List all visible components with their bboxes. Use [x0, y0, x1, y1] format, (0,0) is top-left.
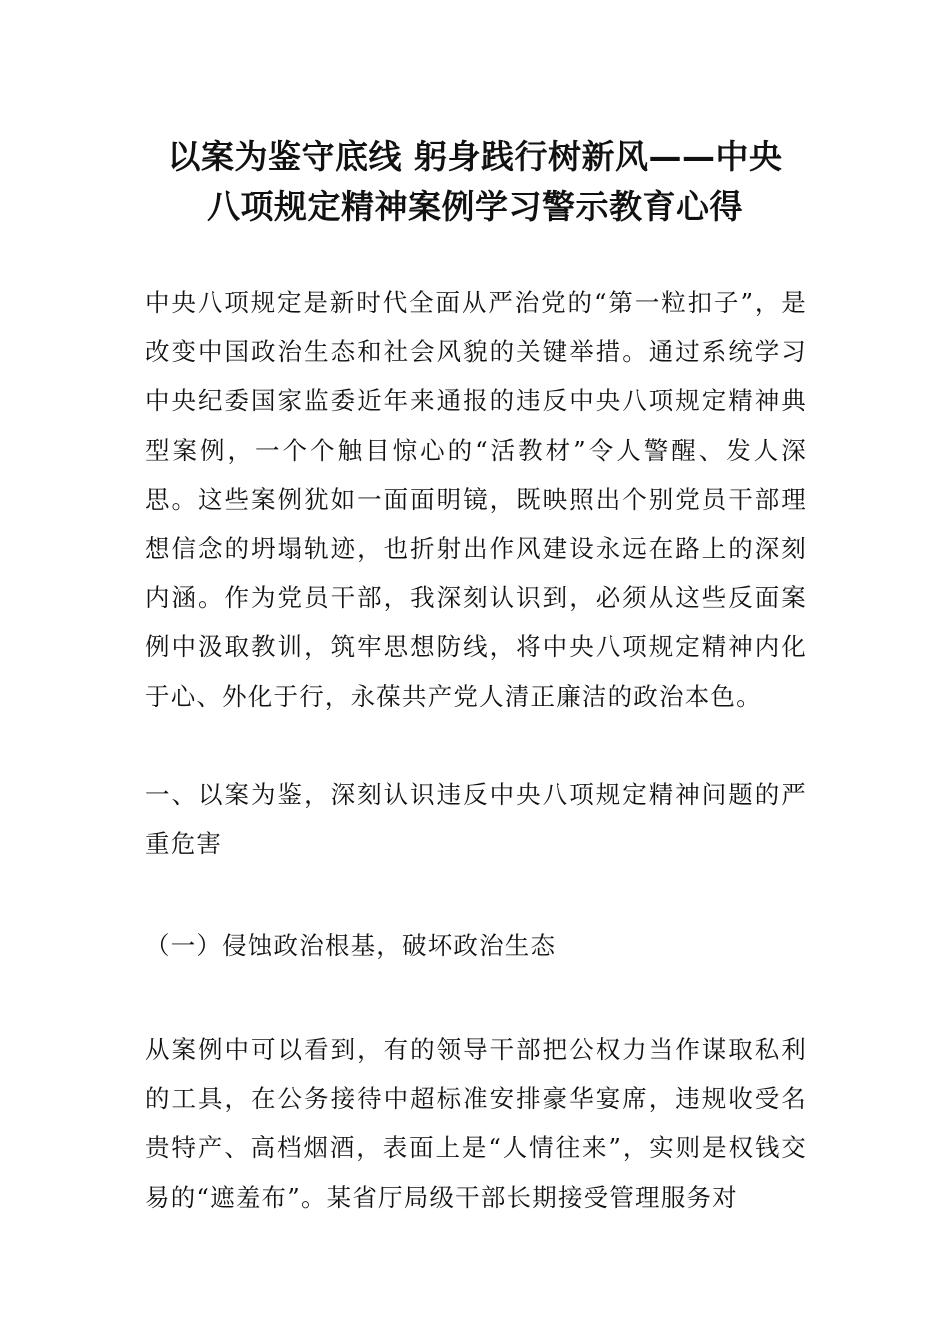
section-heading-1: 一、以案为鉴，深刻认识违反中央八项规定精神问题的严重危害	[145, 780, 807, 859]
case-paragraph: 从案例中可以看到，有的领导干部把公权力当作谋取私利的工具，在公务接待中超标准安排豪华宴席，违规收受名贵特产、高档烟酒，表面上是“人情往来”，实则是权钱交易的“遮羞布”。某省厅局级干部长期接受管理服务对	[145, 1035, 807, 1212]
intro-paragraph: 中央八项规定是新时代全面从严治党的“第一粒扣子”，是改变中国政治生态和社会风貌的关键举措。通过系统学习中央纪委国家监委近年来通报的违反中央八项规定精神典型案例，一个个触目惊心的“活教材”令人警醒、发人深思。这些案例犹如一面面明镜，既映照出个别党员干部理想信念的坍塌轨迹，也折射出作风建设永远在路上的深刻内涵。作为党员干部，我深刻认识到，必须从这些反面案例中汲取教训，筑牢思想防线，将中央八项规定精神内化于心、外化于行，永葆共产党人清正廉洁的政治本色。	[145, 288, 807, 711]
title-line-2: 八项规定精神案例学习警示教育心得	[207, 187, 743, 226]
subsection-heading-1: （一）侵蚀政治根基，破坏政治生态	[145, 931, 557, 960]
title-line-1: 以案为鉴守底线 躬身践行树新风——中央	[167, 137, 783, 176]
document-title	[120, 132, 830, 232]
